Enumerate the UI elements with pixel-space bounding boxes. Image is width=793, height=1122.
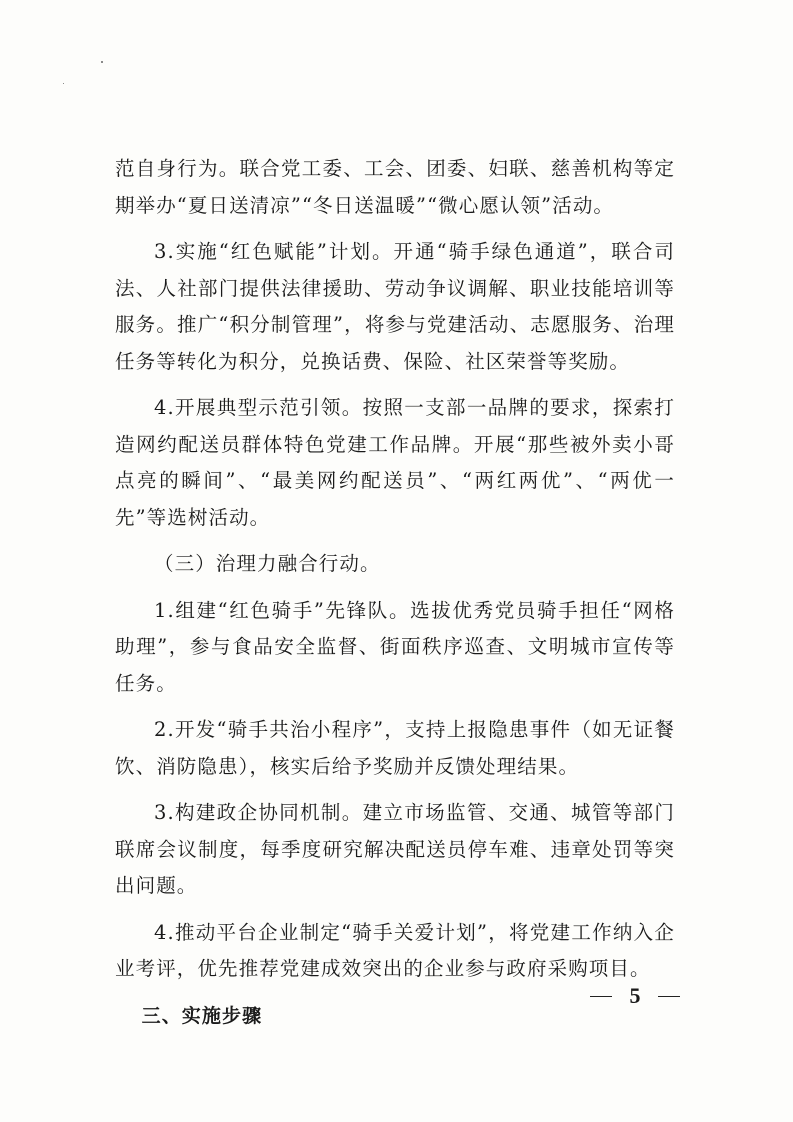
page-footer xyxy=(590,983,680,1009)
section-heading-governance: （三）治理力融合行动。 xyxy=(154,552,381,575)
scan-speck xyxy=(101,61,103,63)
paragraph-mini-program: 2.开发“骑手共治小程序”，支持上报隐患事件（如无证餐饮、消防隐患），核实后给予奖励并反馈处理结果。 xyxy=(115,718,675,778)
section-heading-implementation-steps: 三、实施步骤 xyxy=(141,1004,263,1027)
body-text xyxy=(115,151,675,1044)
paragraph-red-empowerment: 3.实施“红色赋能”计划。开通“骑手绿色通道”，联合司法、人社部门提供法律援助、劳动争议调解、职业技能培训等服务。推广“积分制管理”，将参与党建活动、志愿服务、治理任务等转化为积分，兑换话费、保险、社区荣誉等奖励。 xyxy=(115,240,675,373)
footer-dash-left xyxy=(590,996,612,997)
paragraph-model-demonstration: 4.开展典型示范引领。按照一支部一品牌的要求，探索打造网约配送员群体特色党建工作品牌。开展“那些被外卖小哥点亮的瞬间”、“最美网约配送员”、“两红两优”、“两优一先”等选树活动。 xyxy=(115,396,675,529)
paragraph-rider-care-plan: 4.推动平台企业制定“骑手关爱计划”，将党建工作纳入企业考评，优先推荐党建成效突出的企业参与政府采购项目。 xyxy=(115,920,675,980)
paragraph-coordination-mechanism: 3.构建政企协同机制。建立市场监管、交通、城管等部门联席会议制度，每季度研究解决配送员停车难、违章处罚等突出问题。 xyxy=(115,801,675,897)
scan-speck xyxy=(63,83,64,84)
page-number: 5 xyxy=(629,983,641,1008)
paragraph-continuation: 范自身行为。联合党工委、工会、团委、妇联、慈善机构等定期举办“夏日送清凉”“冬日送温暖”“微心愿认领”活动。 xyxy=(115,157,675,217)
paragraph-red-rider-vanguard: 1.组建“红色骑手”先锋队。选拔优秀党员骑手担任“网格助理”，参与食品安全监督、街面秩序巡查、文明城市宣传等任务。 xyxy=(115,598,675,695)
footer-dash-right xyxy=(658,996,680,997)
